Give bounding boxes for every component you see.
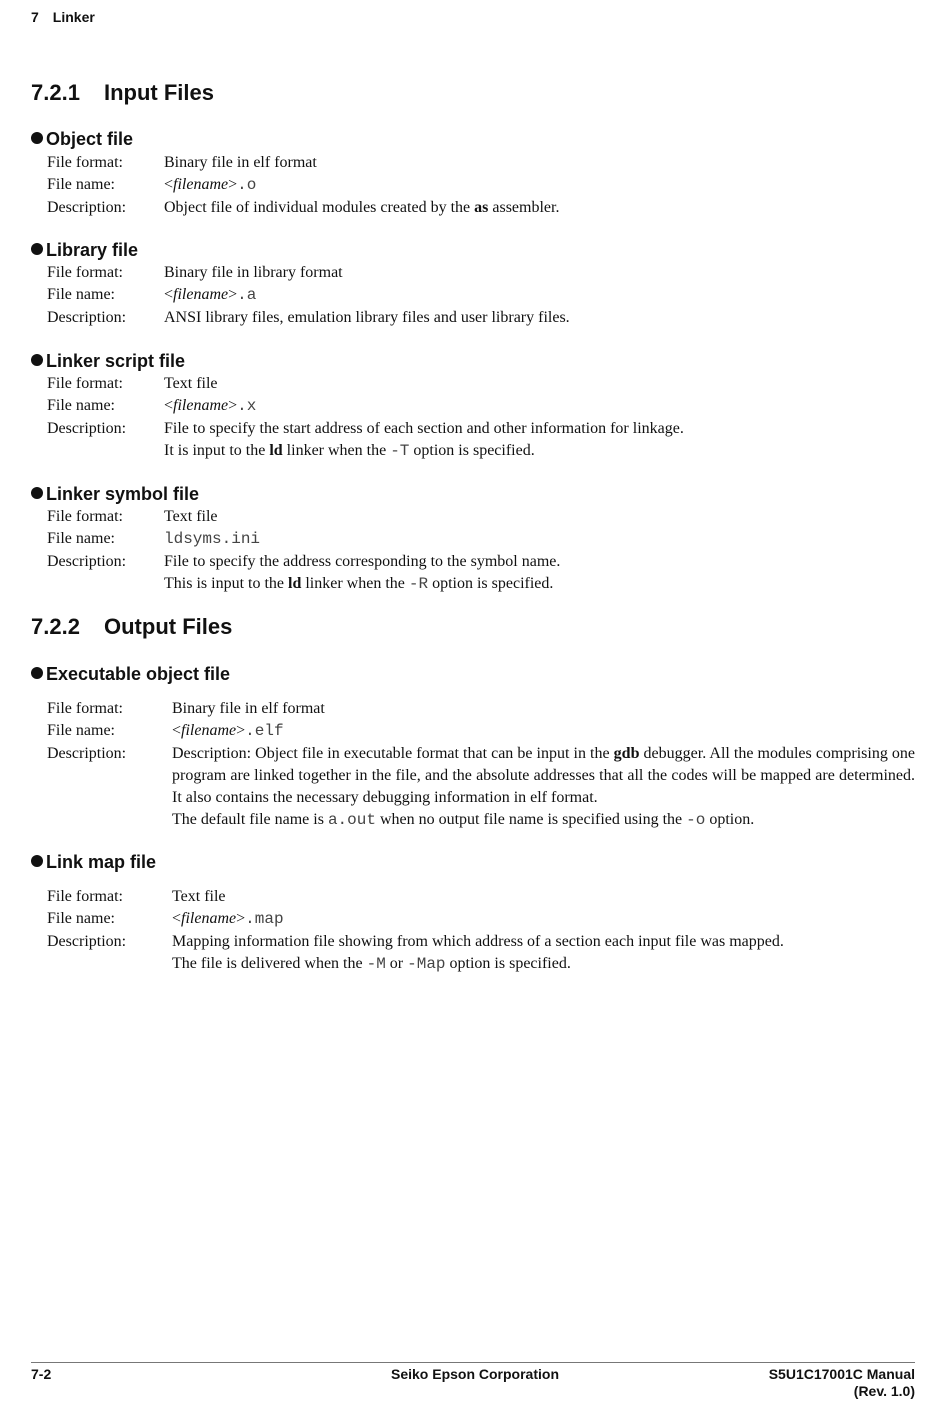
linker-symbol-heading — [31, 484, 199, 505]
filename-placeholder: filename — [181, 722, 237, 740]
debugger-name: gdb — [613, 744, 640, 762]
linker-symbol-details — [47, 506, 915, 595]
linker-script-details — [47, 373, 915, 462]
description-row-2 — [47, 953, 915, 975]
row-label: File format: — [47, 508, 123, 525]
bullet-icon — [31, 667, 43, 679]
row-value: Binary file in elf format — [172, 700, 325, 717]
desc-text: option is specified. — [409, 441, 535, 459]
chapter-number: 7 — [31, 9, 39, 25]
row-value — [164, 440, 915, 462]
row-label: Description: — [47, 744, 127, 762]
file-name-row — [47, 174, 915, 196]
desc-text: The file is delivered when the — [172, 954, 367, 972]
gt: > — [236, 910, 246, 928]
description-row-2 — [47, 573, 915, 595]
filename-placeholder: filename — [181, 910, 237, 928]
section-number: 7.2.1 — [31, 80, 80, 105]
row-value — [172, 908, 915, 930]
row-value: Text file — [164, 508, 218, 525]
option-code: -R — [408, 574, 429, 593]
desc-text: linker when the — [301, 574, 409, 592]
bullet-icon — [31, 243, 43, 255]
row-label: File format: — [47, 154, 123, 171]
file-extension: .map — [245, 910, 284, 929]
row-value: ldsyms.ini — [164, 530, 261, 549]
lt: < — [164, 176, 174, 194]
desc-text: assembler. — [488, 198, 560, 216]
gt: > — [236, 722, 246, 740]
row-label: File name: — [47, 530, 115, 548]
lt: < — [164, 286, 174, 304]
row-value — [172, 743, 915, 810]
link-map-heading — [31, 852, 156, 873]
row-value — [164, 395, 915, 417]
manual-revision: (Rev. 1.0) — [853, 1383, 915, 1399]
description-row-2 — [47, 809, 915, 831]
row-label: Description: — [47, 932, 127, 950]
assembler-name: as — [474, 198, 489, 216]
company-name: Seiko Epson Corporation — [390, 1366, 559, 1382]
file-extension: .a — [237, 286, 257, 305]
description-row-2 — [47, 440, 915, 462]
row-label: File name: — [47, 910, 115, 928]
section-number: 7.2.2 — [31, 614, 80, 639]
row-label: File name: — [47, 722, 115, 740]
row-value — [172, 953, 915, 975]
desc-text: option. — [705, 811, 755, 829]
executable-file-title: Executable object file — [46, 664, 231, 684]
file-name-row — [47, 908, 915, 930]
footer-divider — [31, 1362, 915, 1363]
library-file-details — [47, 262, 915, 329]
desc-text: or — [385, 954, 408, 972]
row-label: File format: — [47, 375, 123, 392]
desc-text: This is input to the — [164, 574, 288, 592]
row-value: ANSI library files, emulation library files and user library files. — [164, 308, 570, 326]
row-label: File format: — [47, 888, 123, 905]
row-value: Binary file in library format — [164, 264, 343, 281]
linker-script-heading — [31, 351, 185, 372]
bullet-icon — [31, 132, 43, 144]
library-file-title: Library file — [46, 240, 139, 260]
file-name-row — [47, 528, 915, 550]
row-value — [164, 573, 915, 595]
object-file-title: Object file — [46, 129, 134, 149]
page-header — [31, 9, 95, 25]
desc-text: The default file name is — [172, 811, 328, 829]
linker-symbol-title: Linker symbol file — [46, 484, 200, 504]
row-label — [47, 809, 172, 831]
option-code: -Map — [407, 954, 446, 973]
file-format-row — [47, 373, 915, 395]
row-value — [172, 720, 915, 742]
link-map-details — [47, 886, 915, 975]
desc-text: Object file of individual modules created by the — [164, 198, 475, 216]
row-label: File format: — [47, 700, 123, 717]
row-label: Description: — [47, 419, 127, 437]
option-code: -T — [390, 441, 410, 460]
row-value: File to specify the start address of each section and other information for linkage. — [164, 419, 684, 437]
desc-text: when no output file name is specified using the — [375, 811, 687, 829]
manual-info — [769, 1366, 915, 1400]
row-value: Text file — [164, 375, 218, 392]
row-value — [172, 809, 915, 831]
row-label: File name: — [47, 176, 115, 194]
row-value: Text file — [172, 888, 226, 905]
object-file-details — [47, 152, 915, 219]
description-row — [47, 931, 915, 953]
bullet-icon — [31, 487, 43, 499]
page-number: 7-2 — [31, 1366, 52, 1382]
filename-placeholder: filename — [173, 397, 229, 415]
executable-file-heading — [31, 664, 230, 685]
row-value: Mapping information file showing from which address of a section each input file was mapped. — [172, 932, 784, 950]
lt: < — [172, 722, 182, 740]
linker-name: ld — [288, 574, 302, 592]
file-format-row — [47, 152, 915, 174]
bullet-icon — [31, 855, 43, 867]
linker-script-title: Linker script file — [46, 351, 186, 371]
file-name-row — [47, 395, 915, 417]
row-label — [47, 573, 164, 595]
manual-name: S5U1C17001C Manual — [768, 1366, 915, 1382]
description-row — [47, 307, 915, 329]
file-format-row — [47, 886, 915, 908]
description-row — [47, 743, 915, 810]
option-code: -o — [686, 811, 706, 830]
gt: > — [228, 397, 238, 415]
row-value — [164, 174, 915, 196]
lt: < — [172, 910, 182, 928]
file-extension: .o — [237, 176, 257, 195]
desc-text: option is specified. — [428, 574, 554, 592]
row-label — [47, 953, 172, 975]
object-file-heading — [31, 129, 133, 150]
default-filename: a.out — [327, 811, 376, 830]
row-label: File name: — [47, 397, 115, 415]
file-extension: .x — [237, 397, 257, 416]
row-value — [164, 197, 915, 219]
row-value: Binary file in elf format — [164, 154, 317, 171]
link-map-title: Link map file — [46, 852, 157, 872]
row-label: Description: — [47, 552, 127, 570]
description-row — [47, 418, 915, 440]
file-extension: .elf — [245, 722, 284, 741]
row-label: Description: — [47, 198, 127, 216]
section-heading: Output Files — [104, 614, 233, 639]
row-label: File format: — [47, 264, 123, 281]
description-row — [47, 551, 915, 573]
option-code: -M — [366, 954, 386, 973]
row-value — [164, 284, 915, 306]
row-value: File to specify the address corresponding to the symbol name. — [164, 552, 561, 570]
section-title-input-files — [31, 80, 214, 106]
row-label: Description: — [47, 308, 127, 326]
desc-text: linker when the — [282, 441, 391, 459]
row-label: File name: — [47, 286, 115, 304]
linker-name: ld — [269, 441, 283, 459]
section-heading: Input Files — [104, 80, 214, 105]
desc-text: option is specified. — [445, 954, 571, 972]
desc-text: It is input to the — [164, 441, 270, 459]
chapter-title: Linker — [52, 9, 95, 25]
row-label — [47, 440, 164, 462]
description-row — [47, 197, 915, 219]
gt: > — [228, 176, 238, 194]
file-format-row — [47, 698, 915, 720]
executable-file-details — [47, 698, 915, 832]
gt: > — [228, 286, 238, 304]
desc-text: Description: Object file in executable format that can be input in the — [172, 744, 614, 762]
desc-text: debugger. All the modules comprising one program are linked together in the file, and the absolute addresses that all the codes will be mapped are determined. It also contains the necessary debugging information in elf format. — [172, 744, 916, 807]
file-name-row — [47, 284, 915, 306]
filename-placeholder: filename — [173, 286, 229, 304]
file-name-row — [47, 720, 915, 742]
bullet-icon — [31, 354, 43, 366]
file-format-row — [47, 506, 915, 528]
library-file-heading — [31, 240, 138, 261]
file-format-row — [47, 262, 915, 284]
filename-placeholder: filename — [173, 176, 229, 194]
section-title-output-files — [31, 614, 232, 640]
lt: < — [164, 397, 174, 415]
